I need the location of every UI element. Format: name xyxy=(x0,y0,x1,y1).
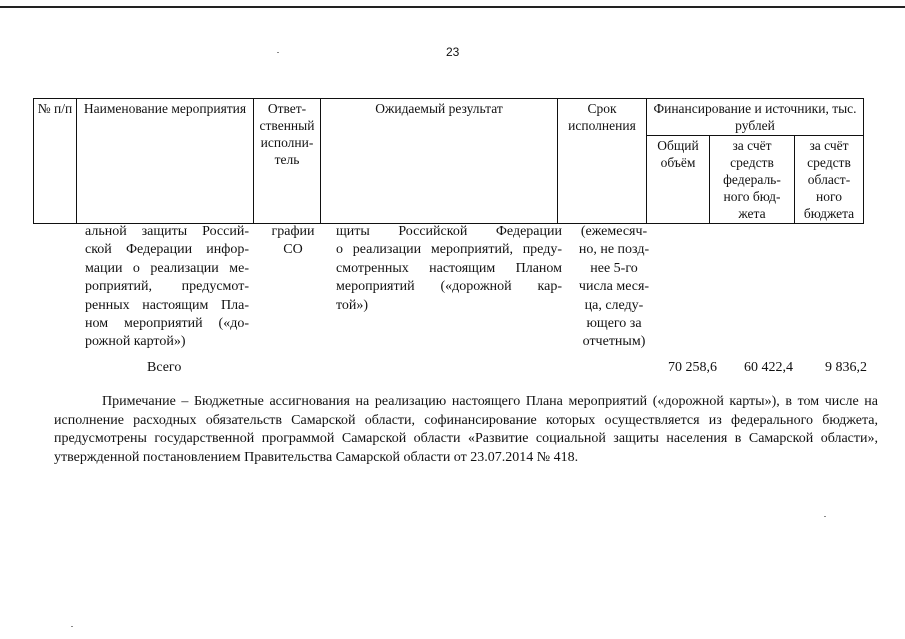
header-num: № п/п xyxy=(34,99,77,224)
responsible-line: СО xyxy=(283,242,303,258)
header-financing: Финансирование и источники, тыс. рублей xyxy=(647,99,864,136)
deadline-line: нее 5-го xyxy=(590,260,638,276)
result-line: смотренных настоящим Планом xyxy=(336,260,562,276)
row-deadline xyxy=(570,223,658,352)
deadline-line: (ежемесяч- xyxy=(580,224,648,239)
row-responsible xyxy=(262,223,324,260)
name-line: мации о реализации ме- xyxy=(85,260,249,276)
scan-speck xyxy=(71,626,73,627)
header-fin-regional: за счёт средств област-ного бюджета xyxy=(795,136,864,224)
result-line: о реализации мероприятий, преду- xyxy=(336,242,562,258)
deadline-line: ца, следу- xyxy=(584,297,644,313)
name-line: рожной картой») xyxy=(85,334,186,350)
deadline-line: но, не позд- xyxy=(578,242,650,258)
total-federal: 60 422,4 xyxy=(744,360,793,375)
header-fin-federal: за счёт средств федераль-ного бюд-жета xyxy=(710,136,795,224)
result-line: щиты Российской Федерации xyxy=(336,224,562,239)
name-line: альной защиты Россий- xyxy=(85,224,249,239)
header-name: Наименование мероприятия xyxy=(77,99,254,224)
header-responsible: Ответ-ственный исполни-тель xyxy=(254,99,321,224)
deadline-line: отчетным) xyxy=(582,334,646,350)
result-line: мероприятий («дорожной кар- xyxy=(336,279,562,295)
name-line: ренных настоящим Пла- xyxy=(85,297,249,313)
header-result: Ожидаемый результат xyxy=(321,99,558,224)
total-overall: 70 258,6 xyxy=(668,360,717,375)
note-paragraph: Примечание – Бюджетные ассигнования на реализацию настоящего Плана мероприятий («дорожной карты»), в том числе на исполнение расходных обязательств Самарской области, софинансирование которых осуществляется из федерального бюджета, предусмотрены государственной программой Самарской области «Развитие социальной защиты населения в Самарской области», утвержденной постановлением Правительства Самарской области от 23.07.2014 № 418. xyxy=(54,394,878,465)
result-line: той») xyxy=(336,297,369,313)
scan-speck xyxy=(824,516,826,517)
header-deadline: Срок исполнения xyxy=(558,99,647,224)
total-label: Всего xyxy=(147,360,182,375)
table-header xyxy=(33,98,864,224)
name-line: ном мероприятий («до- xyxy=(85,316,249,332)
page-number: 23 xyxy=(446,45,460,59)
total-regional: 9 836,2 xyxy=(825,360,867,375)
deadline-line: числа меся- xyxy=(578,279,650,295)
row-result xyxy=(336,223,562,315)
row-name xyxy=(85,223,249,352)
name-line: ской Федерации инфор- xyxy=(85,242,249,258)
top-rule xyxy=(0,6,905,8)
responsible-line: графии xyxy=(271,224,315,239)
scan-speck xyxy=(277,52,279,53)
header-fin-total: Общий объём xyxy=(647,136,710,224)
name-line: роприятий, предусмот- xyxy=(85,279,249,295)
deadline-line: ющего за xyxy=(586,316,642,332)
